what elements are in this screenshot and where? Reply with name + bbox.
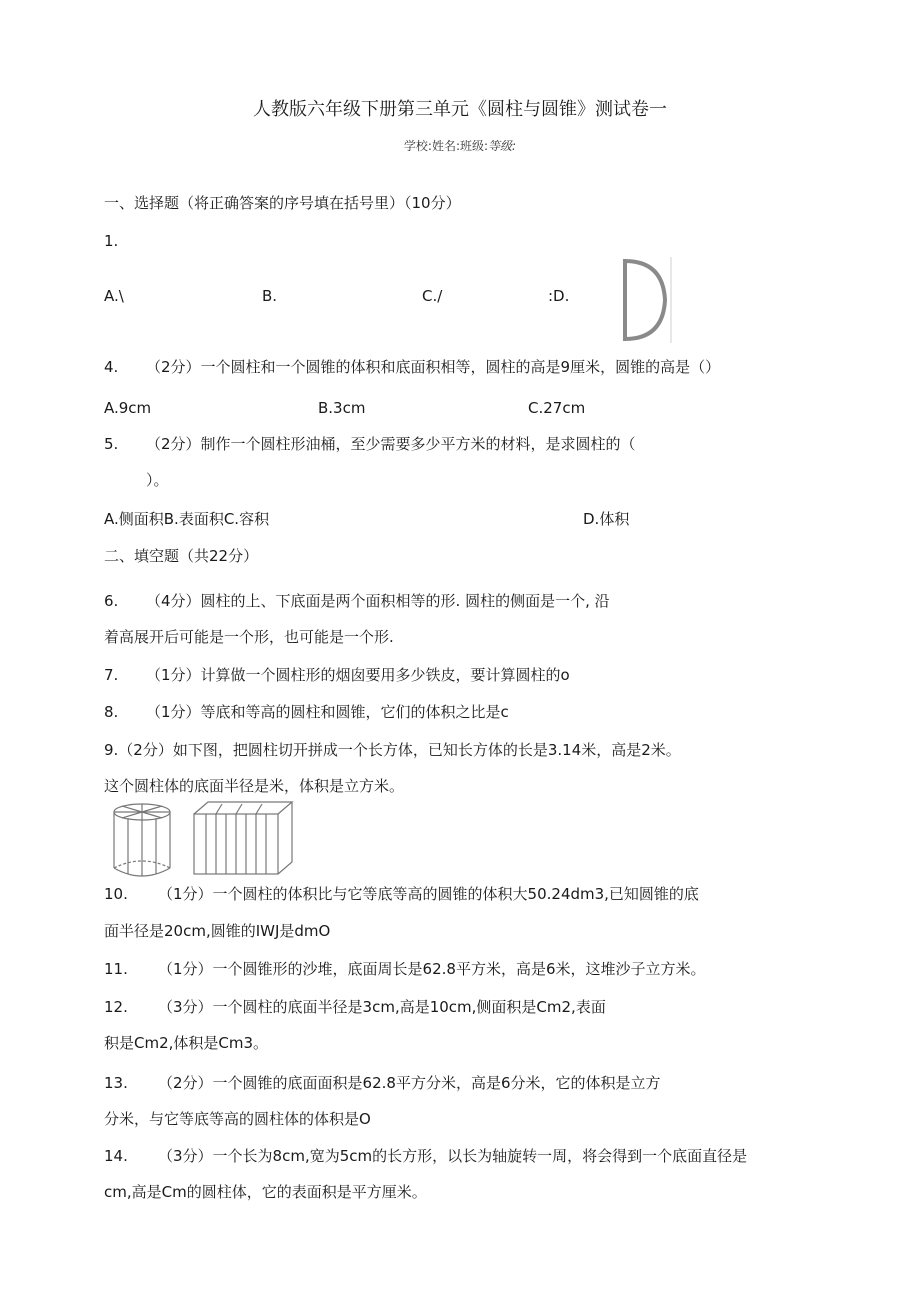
section2-heading: 二、填空题（共22分） bbox=[104, 547, 259, 565]
q13-line1: （2分）一个圆锥的底面面积是62.8平方分米，高是6分米，它的体积是立方 bbox=[158, 1074, 661, 1092]
q1-number: 1. bbox=[104, 232, 119, 250]
q13-number: 13. bbox=[104, 1074, 128, 1092]
q4-option-b: B.3cm bbox=[318, 399, 366, 417]
q6-line2: 着高展开后可能是一个形，也可能是一个形. bbox=[104, 628, 394, 646]
cylinder-cut-figure bbox=[108, 800, 178, 880]
q1-option-a: A.\ bbox=[104, 287, 124, 305]
q6-line1: （4分）圆柱的上、下底面是两个面积相等的形. 圆柱的侧面是一个, 沿 bbox=[146, 592, 610, 610]
q7-line1: （1分）计算做一个圆柱形的烟囱要用多少铁皮，要计算圆柱的o bbox=[146, 666, 570, 684]
q11-number: 11. bbox=[104, 960, 128, 978]
page-title: 人教版六年级下册第三单元《圆柱与圆锥》测试卷一 bbox=[253, 99, 667, 120]
q1-option-c: C./ bbox=[422, 287, 443, 305]
q4-text: （2分）一个圆柱和一个圆锥的体积和底面积相等，圆柱的高是9厘米，圆锥的高是（） bbox=[146, 358, 721, 376]
half-circle-figure bbox=[615, 255, 677, 345]
q7-number: 7. bbox=[104, 666, 119, 684]
q10-line2: 面半径是20cm,圆锥的IWJ是dmO bbox=[104, 922, 331, 940]
q8-number: 8. bbox=[104, 703, 119, 721]
q5-option-d: D.体积 bbox=[583, 510, 630, 528]
q5-options-abc: A.侧面积B.表面积C.容积 bbox=[104, 510, 270, 528]
grade-label: 等级: bbox=[488, 139, 517, 153]
q14-number: 14. bbox=[104, 1147, 128, 1165]
q12-line2: 积是Cm2,体积是Cm3。 bbox=[104, 1034, 269, 1052]
q8-line1: （1分）等底和等高的圆柱和圆锥，它们的体积之比是c bbox=[146, 703, 509, 721]
q9-line2: 这个圆柱体的底面半径是米，体积是立方米。 bbox=[104, 777, 405, 795]
q4-option-c: C.27cm bbox=[528, 399, 586, 417]
student-info-line bbox=[0, 136, 920, 156]
q14-line1: （3分）一个长为8cm,宽为5cm的长方形，以长为轴旋转一周，将会得到一个底面直径是 bbox=[158, 1147, 748, 1165]
q1-option-d: :D. bbox=[548, 287, 570, 305]
q12-number: 12. bbox=[104, 998, 128, 1016]
q5-text-continued: ）。 bbox=[146, 471, 169, 489]
q13-line2: 分米，与它等底等高的圆柱体的体积是O bbox=[104, 1110, 371, 1128]
q9-line1: 9.（2分）如下图，把圆柱切开拼成一个长方体，已知长方体的长是3.14米，高是2米。 bbox=[104, 741, 681, 759]
q4-option-a: A.9cm bbox=[104, 399, 152, 417]
q11-line1: （1分）一个圆锥形的沙堆，底面周长是62.8平方米，高是6米，这堆沙子立方米。 bbox=[158, 960, 706, 978]
school-name-class-label: 学校:姓名:班级: bbox=[403, 139, 489, 153]
q5-text: （2分）制作一个圆柱形油桶，至少需要多少平方米的材料，是求圆柱的（ bbox=[146, 435, 636, 453]
rectangular-prism-figure bbox=[190, 800, 302, 880]
q4-number: 4. bbox=[104, 358, 119, 376]
q10-number: 10. bbox=[104, 885, 128, 903]
q6-number: 6. bbox=[104, 592, 119, 610]
q12-line1: （3分）一个圆柱的底面半径是3cm,高是10cm,侧面积是Cm2,表面 bbox=[158, 998, 606, 1016]
q10-line1: （1分）一个圆柱的体积比与它等底等高的圆锥的体积大50.24dm3,已知圆锥的底 bbox=[158, 885, 699, 903]
q14-line2: cm,高是Cm的圆柱体，它的表面积是平方厘米。 bbox=[104, 1183, 427, 1201]
q5-number: 5. bbox=[104, 435, 119, 453]
section1-heading: 一、选择题（将正确答案的序号填在括号里）（10分） bbox=[104, 194, 461, 212]
q1-option-b: B. bbox=[262, 287, 278, 305]
